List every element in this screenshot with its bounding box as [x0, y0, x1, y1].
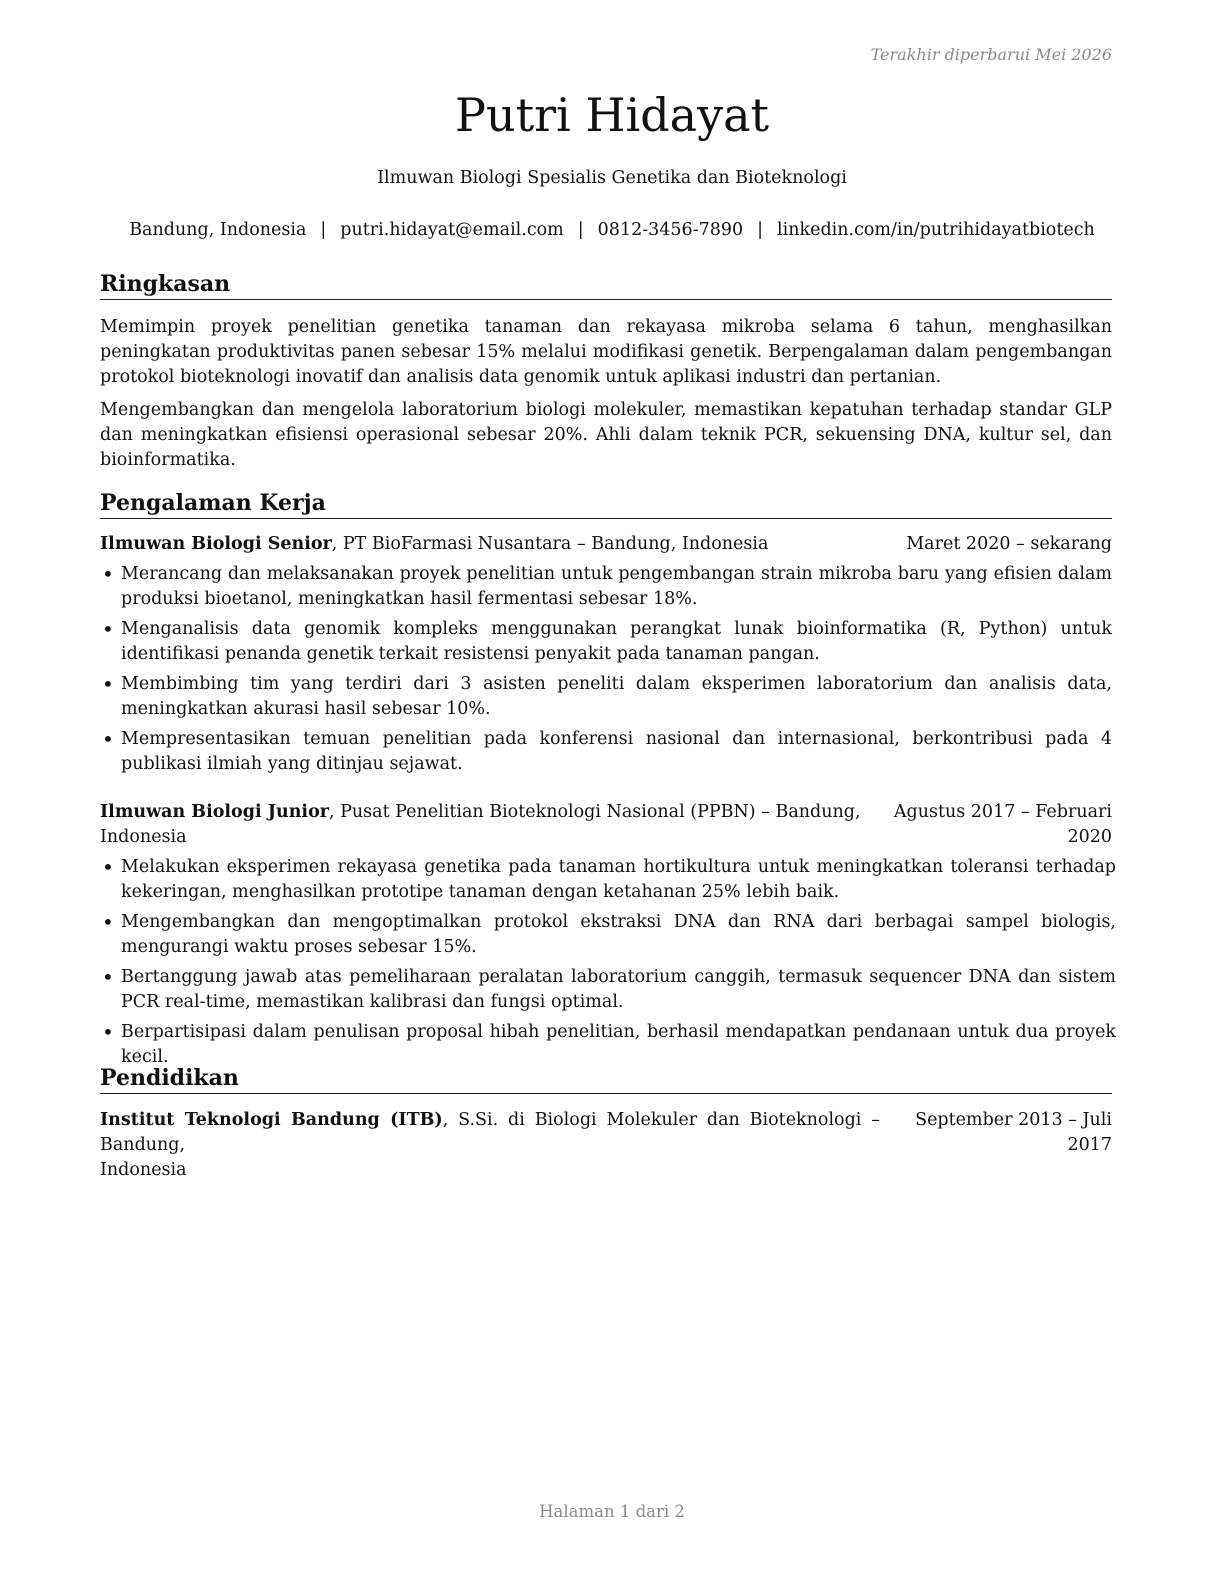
list-item: • Mengembangkan dan mengoptimalkan protokol ekstraksi DNA dan RNA dari berbagai sampel biologis, mengurangi waktu proses sebesar 15%. — [100, 910, 1116, 960]
section-title-education: Pendidikan — [100, 1064, 1112, 1094]
contact-separator: | — [757, 220, 764, 240]
list-item: • Merancang dan melaksanakan proyek penelitian untuk pengembangan strain mikroba baru yang efisien dalam produksi bioetanol, meningkatkan hasil fermentasi sebesar 18%. — [100, 562, 1112, 612]
education-school: Institut Teknologi Bandung (ITB) — [100, 1110, 443, 1130]
job-organization: , Pusat Penelitian Bioteknologi Nasional (PPBN) – Bandung, — [328, 802, 861, 822]
job-dates-end: 2020 — [1067, 827, 1112, 847]
job-header — [100, 532, 1112, 557]
contact-location: Bandung, Indonesia — [129, 220, 307, 240]
contact-email[interactable]: putri.hidayat@email.com — [340, 220, 564, 240]
education-location-cont: Indonesia — [100, 1160, 187, 1180]
contact-separator: | — [320, 220, 327, 240]
job-organization: , PT BioFarmasi Nusantara – Bandung, Indonesia — [331, 534, 769, 554]
list-item: • Mempresentasikan temuan penelitian pada konferensi nasional dan internasional, berkontribusi pada 4 publikasi ilmiah yang ditinjau sejawat. — [100, 727, 1112, 777]
section-title-summary: Ringkasan — [100, 270, 1112, 300]
list-item: • Berpartisipasi dalam penulisan proposal hibah penelitian, berhasil mendapatkan pendanaan untuk dua proyek kecil. — [100, 1020, 1116, 1070]
contact-line — [0, 220, 1224, 240]
contact-phone: 0812-3456-7890 — [597, 220, 744, 240]
list-item: • Menganalisis data genomik kompleks menggunakan perangkat lunak bioinformatika (R, Python) untuk identifikasi penanda genetik terkait resistensi penyakit pada tanaman pangan. — [100, 617, 1112, 667]
summary-paragraph: Memimpin proyek penelitian genetika tanaman dan rekayasa mikroba selama 6 tahun, menghasilkan peningkatan produktivitas panen sebesar 15% melalui modifikasi genetik. Berpengalaman dalam pengembangan protokol bioteknologi inovatif dan analisis data genomik untuk aplikasi industri dan pertanian. — [100, 317, 1112, 387]
last-updated-note: Terakhir diperbarui Mei 2026 — [870, 45, 1112, 64]
education-dates-start: September 2013 – Juli — [915, 1110, 1112, 1130]
job-organization-cont: Indonesia — [100, 827, 187, 847]
education-dates — [880, 1108, 1112, 1158]
job-dates: Maret 2020 – sekarang — [906, 534, 1112, 554]
job-bullets — [100, 562, 1112, 782]
list-item: • Bertanggung jawab atas pemeliharaan peralatan laboratorium canggih, termasuk sequencer DNA dan sistem PCR real-time, memastikan kalibrasi dan fungsi optimal. — [100, 965, 1116, 1015]
education-degree: , S.Si. di Biologi Molekuler dan Bioteknologi – Bandung, — [100, 1110, 880, 1155]
job-title-line — [100, 532, 768, 557]
job-role: Ilmuwan Biologi Junior — [100, 802, 329, 822]
education-dates-end: 2017 — [1067, 1135, 1112, 1155]
job-role: Ilmuwan Biologi Senior — [100, 534, 332, 554]
list-item: • Melakukan eksperimen rekayasa genetika pada tanaman hortikultura untuk meningkatkan toleransi terhadap kekeringan, menghasilkan prototipe tanaman dengan ketahanan 25% lebih baik. — [100, 855, 1116, 905]
education-title-line — [100, 1108, 880, 1183]
contact-separator: | — [577, 220, 584, 240]
page-number: Halaman 1 dari 2 — [539, 1502, 685, 1521]
job-header — [100, 800, 1112, 850]
job-title-line — [100, 800, 880, 850]
education-entry — [100, 1108, 1112, 1180]
job-dates-start: Agustus 2017 – Februari — [893, 802, 1112, 822]
contact-linkedin[interactable]: linkedin.com/in/putrihidayatbiotech — [777, 220, 1095, 240]
summary-paragraph: Mengembangkan dan mengelola laboratorium biologi molekuler, memastikan kepatuhan terhadap standar GLP dan meningkatkan efisiensi operasional sebesar 20%. Ahli dalam teknik PCR, sekuensing DNA, kultur sel, dan bioinformatika. — [100, 400, 1112, 470]
section-title-experience: Pengalaman Kerja — [100, 489, 1112, 519]
job-bullets — [100, 855, 1116, 1075]
list-item: • Membimbing tim yang terdiri dari 3 asisten peneliti dalam eksperimen laboratorium dan analisis data, meningkatkan akurasi hasil sebesar 10%. — [100, 672, 1112, 722]
candidate-name: Putri Hidayat — [455, 88, 769, 142]
candidate-headline: Ilmuwan Biologi Spesialis Genetika dan Bioteknologi — [377, 168, 847, 188]
job-dates — [880, 800, 1112, 850]
